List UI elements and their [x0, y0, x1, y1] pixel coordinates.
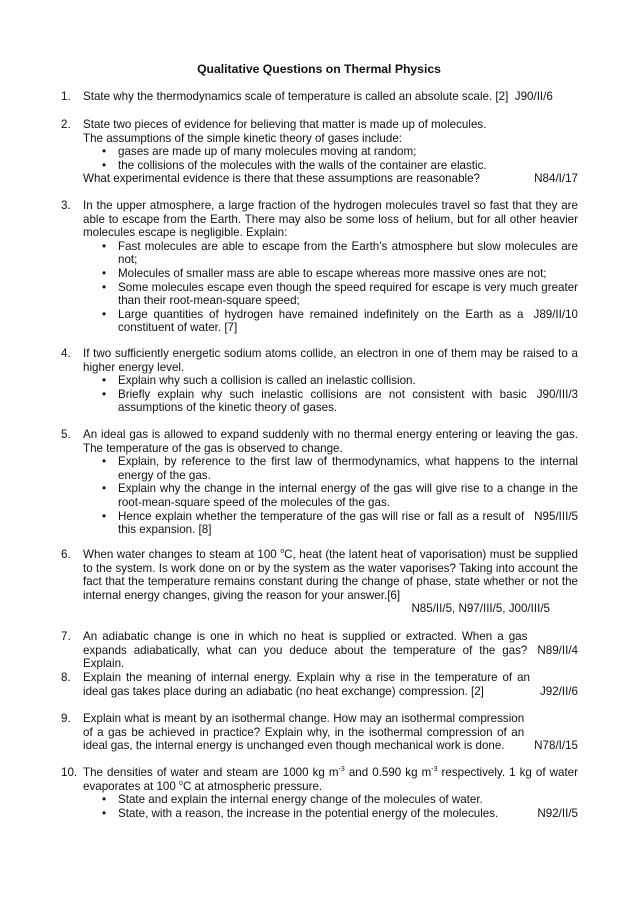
question-number: 7.: [61, 630, 71, 643]
question-reference: • N92/II/5: [537, 806, 578, 820]
superscript: -3: [338, 766, 345, 773]
bullet-item: • J89/II/10 Large quantities of hydrogen have remained indefinitely on the Earth as a constituent of water. [7]: [83, 308, 578, 335]
bullet-item: • Explain, by reference to the first law of thermodynamics, what happens to the internal energy of the gas.: [83, 455, 578, 482]
question-number: 8.: [61, 671, 71, 684]
question-number: 10.: [61, 766, 78, 779]
question-4: [62, 347, 578, 415]
question-reference: N85/II/5, N97/III/5, J00/III/5: [411, 602, 550, 616]
bullet-item: • Explain why the change in the internal energy of the gas will give rise to a change in the root-mean-square speed of the molecules of the gas.: [83, 482, 578, 509]
bullet-list: [83, 793, 578, 820]
question-reference: N89/II/4: [537, 643, 578, 657]
bullet-list: [83, 145, 578, 172]
question-text: State why the thermodynamics scale of temperature is called an absolute scale. [2]: [83, 90, 509, 103]
question-7: [62, 630, 578, 671]
question-reference: N84/I/17: [534, 172, 578, 186]
question-number: 5.: [61, 428, 71, 441]
question-text-2: The assumptions of the simple kinetic theory of gases include:: [83, 131, 402, 145]
page-title: Qualitative Questions on Thermal Physics: [197, 62, 441, 76]
question-text: Explain what is meant by an isothermal change. How may an isothermal compression of a gas be achieved in practice? Explain why, in the isothermal compression of an ideal gas, the internal energy is unchanged even though mechanical work is done.: [83, 712, 525, 753]
question-number: 9.: [61, 712, 71, 725]
bullet-item: • Fast molecules are able to escape from the Earth’s atmosphere but slow molecules are not;: [83, 240, 578, 267]
bullet-item: • J90/III/3 Briefly explain why such inelastic collisions are not consistent with basic assumptions of the kinetic theory of gases.: [83, 388, 578, 415]
question-follow-up: What experimental evidence is there that these assumptions are reasonable?: [83, 172, 480, 186]
question-number: 3.: [61, 199, 71, 212]
question-reference: • N95/III/5: [534, 509, 578, 523]
bullet-list: [83, 240, 578, 335]
bullet-list: [83, 455, 578, 537]
bullet-item: • gases are made up of many molecules moving at random;: [83, 145, 578, 159]
bullet-list: [83, 374, 578, 415]
degree-symbol: o: [280, 548, 285, 555]
question-reference: J90/II/6: [514, 90, 553, 103]
superscript: -3: [431, 766, 438, 773]
question-9: [62, 712, 578, 753]
question-number: 4.: [61, 347, 71, 360]
bullet-item: • Some molecules escape even though the speed required for escape is very much greater than their root-mean-square speed;: [83, 281, 578, 308]
bullet-item: • N95/III/5 Hence explain whether the temperature of the gas will rise or fall as a result of this expansion. [8]: [83, 510, 578, 537]
bullet-item: • N92/II/5 State, with a reason, the increase in the potential energy of the molecules.: [83, 807, 578, 821]
question-number: 2.: [61, 118, 71, 131]
question-5: [62, 428, 578, 537]
question-text: In the upper atmosphere, a large fraction of the hydrogen molecules travel so fast that they are able to escape from the Earth. There may also be some loss of helium, but for all other heavier molecules escape is negligible. Explain:: [83, 199, 578, 240]
question-1: [62, 90, 578, 104]
bullet-item: • State and explain the internal energy change of the molecules of water.: [83, 793, 578, 807]
question-text: An ideal gas is allowed to expand suddenly with no thermal energy entering or leaving the gas. The temperature of the gas is observed to change.: [83, 428, 578, 455]
question-text: An adiabatic change is one in which no heat is supplied or extracted. When a gas expands adiabatically, what can you deduce about the temperature of the gas? Explain.: [83, 630, 528, 671]
question-8: [62, 671, 578, 698]
question-number: 1.: [61, 90, 71, 103]
question-2: [62, 118, 578, 186]
question-reference: J92/II/6: [539, 684, 578, 698]
bullet-item: • Molecules of smaller mass are able to escape whereas more massive ones are not;: [83, 267, 578, 281]
question-text: The densities of water and steam are 1000 kg $m^{-3}$ and 0.590 kg $m^{-3}$ respectively. 1 kg of water evaporates at 100 $^o$C at atmospheric pressure.: [83, 766, 578, 793]
degree-symbol: o: [179, 779, 183, 787]
question-number: 6.: [61, 548, 71, 561]
question-6: [62, 548, 578, 616]
question-3: [62, 199, 578, 335]
bullet-item: • Explain why such a collision is called an inelastic collision.: [83, 374, 578, 388]
question-text: If two sufficiently energetic sodium atoms collide, an electron in one of them may be raised to a higher energy level.: [83, 347, 578, 374]
bullet-item: • the collisions of the molecules with the walls of the container are elastic.: [83, 159, 578, 173]
question-reference: • J89/II/10: [533, 307, 578, 321]
question-reference: • J90/III/3: [536, 387, 578, 401]
question-10: [62, 766, 578, 820]
question-text: When water changes to steam at 100 $^o$C, heat (the latent heat of vaporisation) must be supplied to the system. Is work done on or by the system as the water vaporises? Taking into account the fact that the temperature remains constant during the change of phase, state whether or not the internal energy changes, giving the reason for your answer.[6]: [83, 548, 578, 602]
question-reference: N78/I/15: [534, 739, 578, 753]
question-text: State two pieces of evidence for believing that matter is made up of molecules.: [83, 118, 487, 131]
question-text: Explain the meaning of internal energy. Explain why a rise in the temperature of an ideal gas takes place during an adiabatic (no heat exchange) compression. [2]: [83, 671, 530, 698]
